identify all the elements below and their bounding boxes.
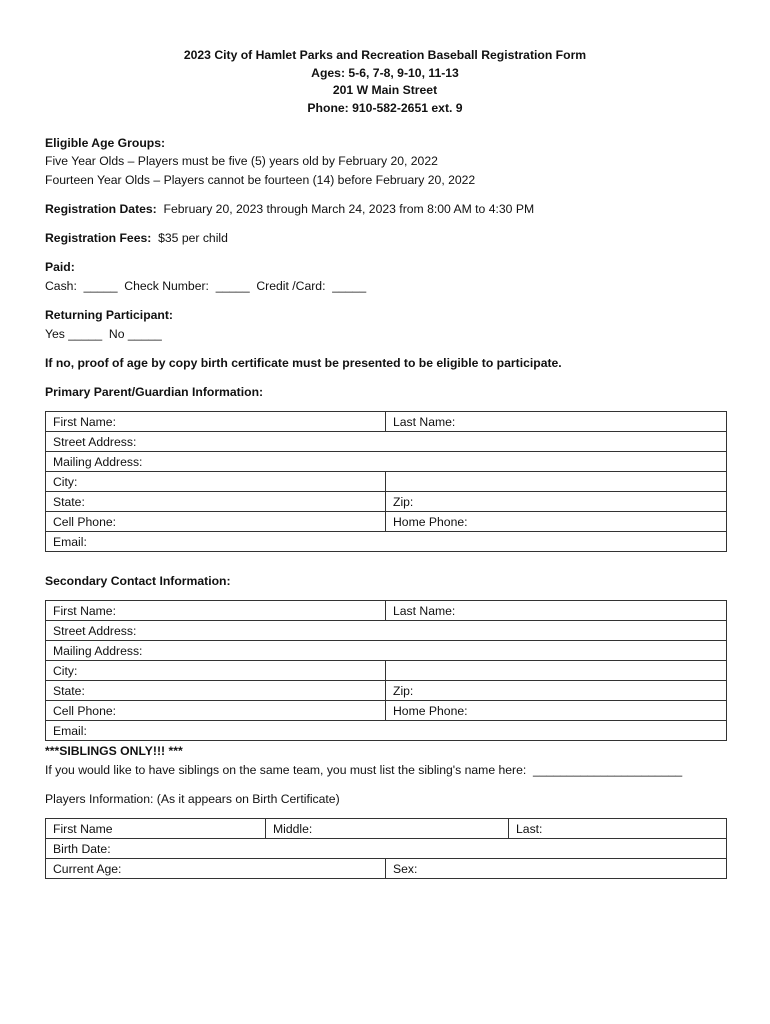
secondary-city-blank[interactable] bbox=[386, 661, 727, 681]
registration-dates-value: February 20, 2023 through March 24, 2023 from 8:00 AM to 4:30 PM bbox=[163, 202, 535, 216]
form-header bbox=[0, 47, 770, 117]
form-phone: Phone: 910-582-2651 ext. 9 bbox=[307, 100, 463, 115]
player-last-field[interactable]: Last: bbox=[509, 819, 727, 839]
eligible-line-2: Fourteen Year Olds – Players cannot be fourteen (14) before February 20, 2022 bbox=[45, 173, 476, 187]
secondary-home-phone-field[interactable]: Home Phone: bbox=[386, 701, 727, 721]
secondary-info-table bbox=[45, 600, 727, 741]
paid-heading: Paid: bbox=[45, 260, 75, 274]
primary-info-table bbox=[45, 411, 727, 552]
proof-note: If no, proof of age by copy birth certificate must be presented to be eligible to participate. bbox=[45, 356, 562, 370]
eligible-heading: Eligible Age Groups: bbox=[45, 136, 166, 150]
paid-line: Cash: _____ Check Number: _____ Credit /Card: _____ bbox=[45, 279, 367, 293]
player-middle-field[interactable]: Middle: bbox=[266, 819, 509, 839]
player-first-name-field[interactable]: First Name bbox=[46, 819, 266, 839]
registration-dates bbox=[45, 201, 534, 217]
primary-city-field[interactable]: City: bbox=[46, 472, 386, 492]
secondary-heading: Secondary Contact Information: bbox=[45, 574, 231, 588]
secondary-city-field[interactable]: City: bbox=[46, 661, 386, 681]
secondary-state-field[interactable]: State: bbox=[46, 681, 386, 701]
form-title: 2023 City of Hamlet Parks and Recreation Baseball Registration Form bbox=[183, 48, 587, 62]
registration-dates-label: Registration Dates: bbox=[45, 202, 157, 216]
registration-fees-label: Registration Fees: bbox=[45, 231, 152, 245]
primary-cell-phone-field[interactable]: Cell Phone: bbox=[46, 512, 386, 532]
form-ages: Ages: 5-6, 7-8, 9-10, 11-13 bbox=[311, 65, 459, 80]
primary-email-field[interactable]: Email: bbox=[46, 532, 727, 552]
siblings-line: If you would like to have siblings on the same team, you must list the sibling's name here: ______________________ bbox=[45, 763, 683, 777]
secondary-mailing-field[interactable]: Mailing Address: bbox=[46, 641, 727, 661]
returning-heading: Returning Participant: bbox=[45, 308, 173, 322]
secondary-zip-field[interactable]: Zip: bbox=[386, 681, 727, 701]
returning-line: Yes _____ No _____ bbox=[45, 327, 162, 341]
primary-heading: Primary Parent/Guardian Information: bbox=[45, 385, 264, 399]
player-birth-date-field[interactable]: Birth Date: bbox=[46, 839, 727, 859]
primary-last-name-field[interactable]: Last Name: bbox=[386, 412, 727, 432]
secondary-cell-phone-field[interactable]: Cell Phone: bbox=[46, 701, 386, 721]
secondary-email-field[interactable]: Email: bbox=[46, 721, 727, 741]
eligible-line-1: Five Year Olds – Players must be five (5) years old by February 20, 2022 bbox=[45, 154, 438, 168]
primary-mailing-field[interactable]: Mailing Address: bbox=[46, 452, 727, 472]
secondary-last-name-field[interactable]: Last Name: bbox=[386, 601, 727, 621]
primary-city-blank[interactable] bbox=[386, 472, 727, 492]
players-info-table bbox=[45, 818, 727, 879]
siblings-heading: ***SIBLINGS ONLY!!! *** bbox=[45, 744, 183, 758]
player-sex-field[interactable]: Sex: bbox=[386, 859, 727, 879]
secondary-street-field[interactable]: Street Address: bbox=[46, 621, 727, 641]
form-address: 201 W Main Street bbox=[332, 83, 438, 97]
primary-street-field[interactable]: Street Address: bbox=[46, 432, 727, 452]
secondary-first-name-field[interactable]: First Name: bbox=[46, 601, 386, 621]
primary-first-name-field[interactable]: First Name: bbox=[46, 412, 386, 432]
players-heading: Players Information: (As it appears on Birth Certificate) bbox=[45, 792, 340, 806]
player-current-age-field[interactable]: Current Age: bbox=[46, 859, 386, 879]
primary-state-field[interactable]: State: bbox=[46, 492, 386, 512]
registration-fees bbox=[45, 230, 228, 246]
primary-home-phone-field[interactable]: Home Phone: bbox=[386, 512, 727, 532]
registration-fees-value: $35 per child bbox=[158, 231, 228, 245]
primary-zip-field[interactable]: Zip: bbox=[386, 492, 727, 512]
